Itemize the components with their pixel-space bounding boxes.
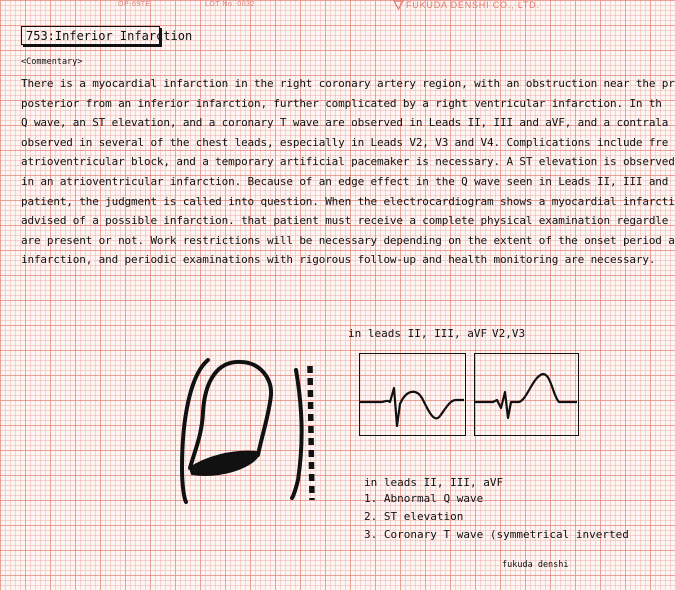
ecg-trace-inferior <box>360 354 464 434</box>
commentary-line: Q wave, an ST elevation, and a coronary T wave are observed in Leads II, III and aVF, and a contrala <box>21 116 669 130</box>
leads-label-top: in leads II, III, aVF <box>348 327 488 340</box>
finding-item: 1. Abnormal Q wave <box>364 492 484 505</box>
page-title: 753:Inferior Infarction <box>21 26 160 45</box>
v-leads-label: V2,V3 <box>492 327 526 340</box>
commentary-line: in an atrioventricular infarction. Because of an edge effect in the Q wave seen in Leads II, III and <box>21 174 669 188</box>
lot-number: LOT No. 0032 <box>205 1 255 8</box>
ecg-trace-v-leads <box>475 354 577 434</box>
finding-item: 2. ST elevation <box>364 510 464 523</box>
brand-name: FUKUDA DENSHI CO., LTD. <box>406 0 540 10</box>
signature: fukuda denshi <box>502 560 569 570</box>
commentary-line: infarction, and periodic examinations with rigorous follow-up and health monitoring are necessary. <box>21 253 656 267</box>
heart-infarction-diagram <box>160 350 340 510</box>
form-code: OP-69TE <box>118 1 151 8</box>
commentary-line: observed in several of the chest leads, especially in Leads V2, V3 and V4. Complications include fre <box>21 135 669 149</box>
commentary-line: patient, the judgment is called into question. When the electrocardiogram shows a myocardial infarcti <box>21 194 675 208</box>
ecg-box-v-leads <box>474 353 579 436</box>
commentary-body <box>21 74 675 270</box>
section-label: <Commentary> <box>21 57 83 67</box>
brand-logo-icon <box>394 1 403 9</box>
leads-label-bottom: in leads II, III, aVF <box>364 476 504 489</box>
commentary-line: posterior from an inferior infarction, further complicated by a right ventricular infarction. In th <box>21 96 662 110</box>
commentary-line: atrioventricular block, and a temporary artificial pacemaker is necessary. A ST elevation is observed <box>21 155 675 169</box>
commentary-line: are present or not. Work restrictions will be necessary depending on the extent of the onset period a <box>21 233 675 247</box>
commentary-line: advised of a possible infarction. that patient must receive a complete physical examination regardle <box>21 214 669 228</box>
commentary-line: There is a myocardial infarction in the right coronary artery region, with an obstruction near the pr <box>21 77 675 90</box>
ecg-box-inferior-leads <box>359 353 466 436</box>
finding-item: 3. Coronary T wave (symmetrical inverted <box>364 528 629 541</box>
paper-header-strip <box>0 0 591 12</box>
